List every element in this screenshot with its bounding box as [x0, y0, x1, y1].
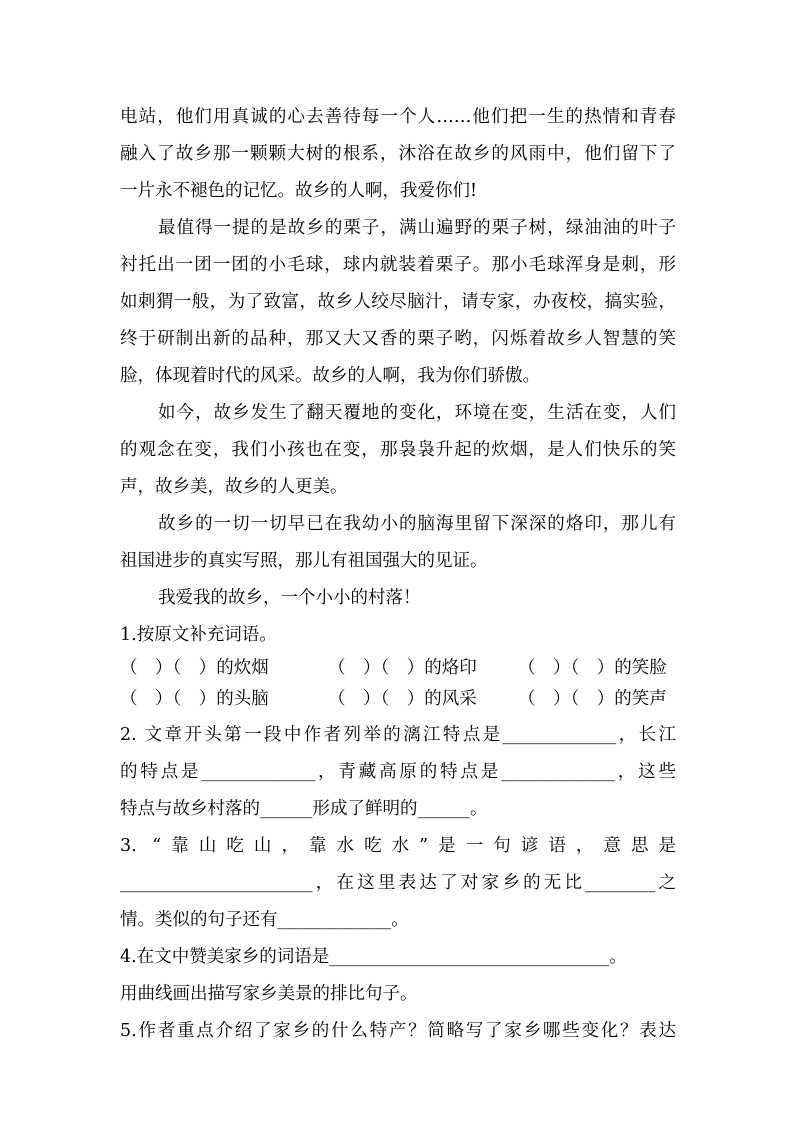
passage-line: 声，故乡美，故乡的人更美。 [120, 477, 348, 497]
q1-blank-item[interactable]: （ ）（ ）的头脑 [120, 689, 269, 709]
passage-line: 电站，他们用真诚的心去善待每一个人……他们把一生的热情和青春 [120, 107, 676, 127]
question-3-line: 情。类似的句子还有_____________。 [120, 910, 409, 930]
passage-line: 融入了故乡那一颗颗大树的根系，沐浴在故乡的风雨中，他们留下了 [120, 144, 676, 164]
question-3-line: ______________________，在这里表达了对家乡的无比________之 [120, 873, 676, 893]
question-5-line: 5.作者重点介绍了家乡的什么特产？简略写了家乡哪些变化？表达 [120, 1021, 676, 1041]
question-3-line: 3. “靠山吃山，靠水吃水”是一句谚语，意思是 [120, 836, 676, 856]
q1-blank-item[interactable]: （ ）（ ）的烙印 [328, 658, 477, 678]
passage-line: 我爱我的故乡，一个小小的村落！ [158, 588, 421, 608]
question-2-line: 2. 文章开头第一段中作者列举的漓江特点是_____________，长江 [120, 725, 676, 745]
passage-line: 终于研制出新的品种，那又大又香的栗子哟，闪烁着故乡人智慧的笑 [120, 329, 676, 349]
passage-line: 的观念在变，我们小孩也在变，那袅袅升起的炊烟，是人们快乐的笑 [120, 440, 676, 460]
passage-line: 故乡的一切一切早已在我幼小的脑海里留下深深的烙印，那儿有 [158, 514, 676, 534]
passage-line: 一片永不褪色的记忆。故乡的人啊，我爱你们! [120, 181, 478, 201]
passage-line: 如刺猬一般，为了致富，故乡人绞尽脑汁，请专家，办夜校，搞实验， [120, 292, 676, 312]
q1-blank-item[interactable]: （ ）（ ）的笑脸 [518, 658, 667, 678]
q1-blank-item[interactable]: （ ）（ ）的炊烟 [120, 658, 269, 678]
passage-line: 如今，故乡发生了翻天覆地的变化，环境在变，生活在变，人们 [158, 403, 676, 423]
passage-line: 脸，体现着时代的风采。故乡的人啊，我为你们骄傲。 [120, 366, 540, 386]
question-4-line: 4.在文中赞美家乡的词语是________________________________。 [120, 947, 627, 967]
passage-line: 衬托出一团一团的小毛球，球内就装着栗子。那小毛球浑身是刺，形 [120, 255, 676, 275]
question-4-line: 用曲线画出描写家乡美景的排比句子。 [120, 984, 418, 1004]
q1-blank-item[interactable]: （ ）（ ）的笑声 [518, 689, 667, 709]
passage-line: 祖国进步的真实写照，那儿有祖国强大的见证。 [120, 551, 488, 571]
question-2-line: 的特点是_____________，青藏高原的特点是_____________，这些 [120, 762, 676, 782]
question-1-title: 1.按原文补充词语。 [120, 625, 277, 645]
q1-blank-item[interactable]: （ ）（ ）的风采 [328, 689, 477, 709]
passage-line: 最值得一提的是故乡的栗子，满山遍野的栗子树，绿油油的叶子 [158, 218, 676, 238]
question-2-line: 特点与故乡村落的______形成了鲜明的______。 [120, 799, 488, 819]
